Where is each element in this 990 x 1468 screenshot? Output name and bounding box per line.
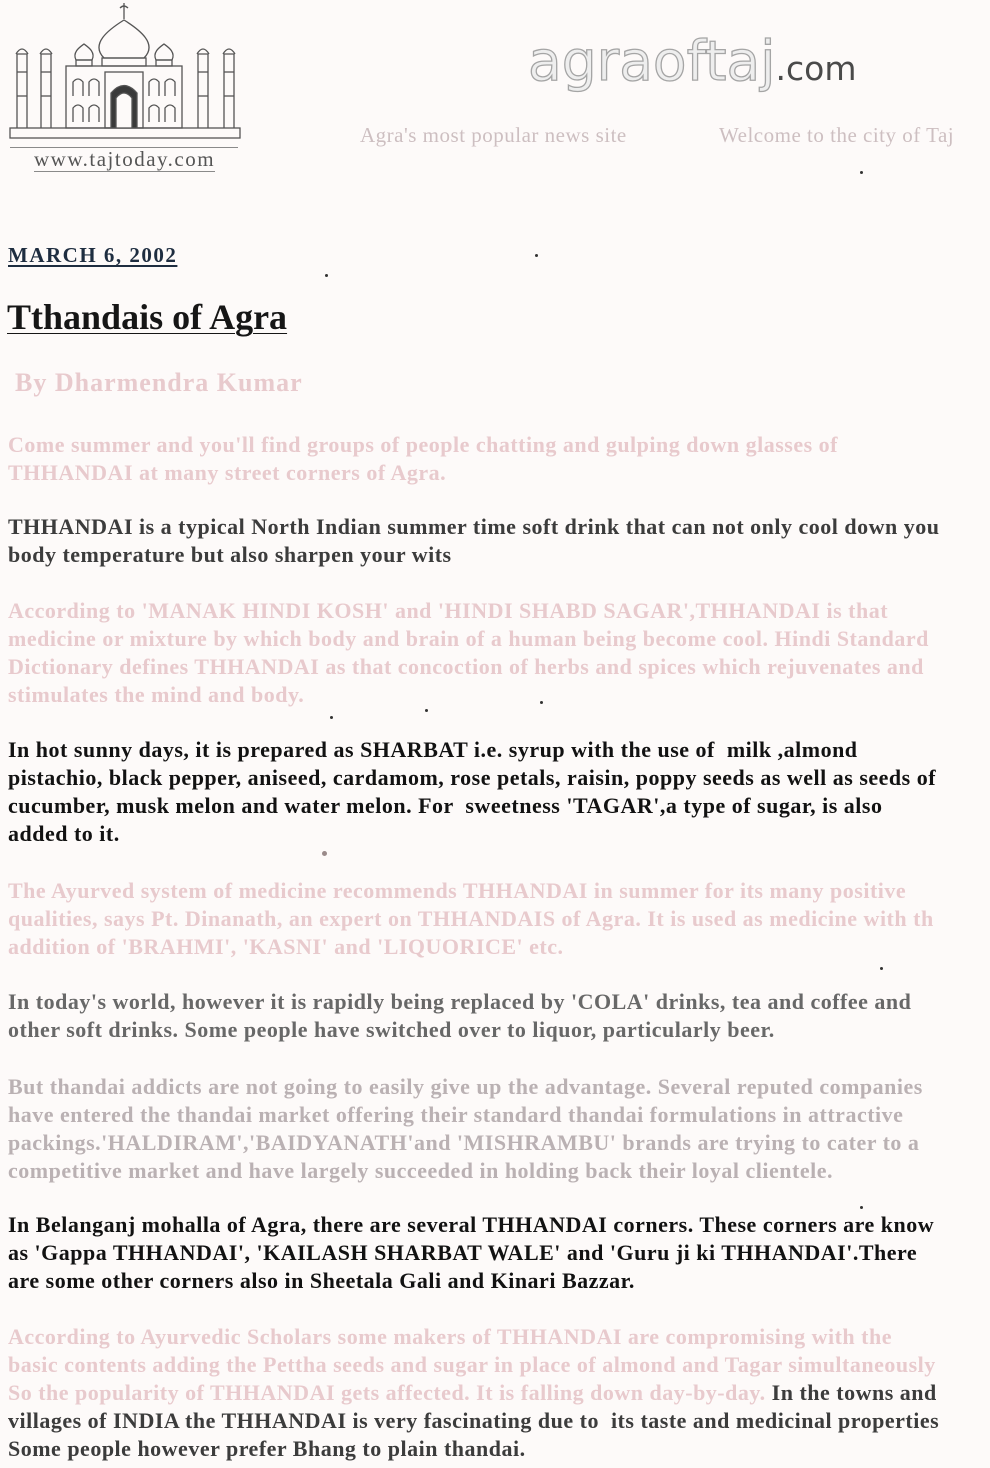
article-paragraph — [8, 597, 929, 709]
article-line: Dictionary defines THHANDAI as that concoction of herbs and spices which rejuvenates and — [8, 654, 924, 679]
scan-speck — [330, 716, 333, 719]
article-paragraph — [8, 1073, 923, 1185]
brand-logo — [528, 31, 857, 106]
article-line: Come summer and you'll find groups of people chatting and gulping down glasses of — [8, 432, 838, 457]
article-line: pistachio, black pepper, aniseed, cardamom, rose petals, raisin, poppy seeds as well as seeds of — [8, 765, 937, 790]
article-line: have entered the thandai market offering their standard thandai formulations in attractive — [8, 1102, 904, 1127]
article-line: But thandai addicts are not going to easily give up the advantage. Several reputed companies — [8, 1074, 923, 1099]
site-url-text: www.tajtoday.com — [34, 147, 216, 171]
article-line: villages of INDIA the THHANDAI is very fascinating due to its taste and medicinal properties — [8, 1408, 940, 1433]
scan-speck — [880, 967, 883, 970]
article-line: In Belanganj mohalla of Agra, there are several THHANDAI corners. These corners are know — [8, 1212, 935, 1237]
article-title: Tthandais of Agra — [7, 297, 288, 337]
scan-speck — [535, 254, 538, 257]
scan-speck — [860, 171, 863, 174]
article-paragraph — [8, 988, 911, 1044]
site-tagline: Agra's most popular news site — [360, 123, 627, 147]
article-date: MARCH 6, 2002 — [8, 243, 178, 267]
article-paragraph — [8, 877, 934, 961]
article-line: added to it. — [8, 821, 120, 846]
article-line: qualities, says Pt. Dinanath, an expert on THHANDAIS of Agra. It is used as medicine with th — [8, 906, 934, 931]
welcome-text: Welcome to the city of Taj — [719, 123, 955, 147]
article-line: According to 'MANAK HINDI KOSH' and 'HINDI SHABD SAGAR',THHANDAI is that — [8, 598, 889, 623]
article-paragraph — [8, 431, 838, 487]
taj-mahal-icon — [4, 0, 244, 150]
article-line: are some other corners also in Sheetala Gali and Kinari Bazzar. — [8, 1268, 635, 1293]
article-line: medicine or mixture by which body and brain of a human being become cool. Hindi Standard — [8, 626, 929, 651]
article-line-segment: So the popularity of THHANDAI gets affected. It is falling down day-by-day. — [8, 1380, 766, 1405]
article-line: stimulates the mind and body. — [8, 682, 305, 707]
article-byline: By Dharmendra Kumar — [15, 368, 303, 397]
brand-tld: .com — [775, 49, 857, 88]
article-line: In hot sunny days, it is prepared as SHARBAT i.e. syrup with the use of milk ,almond — [8, 737, 858, 762]
article-paragraph — [8, 1323, 939, 1463]
article-paragraph — [8, 1211, 934, 1295]
article-line: According to Ayurvedic Scholars some makers of THHANDAI are compromising with the — [8, 1324, 892, 1349]
scan-speck — [322, 851, 327, 856]
scan-speck — [860, 1206, 863, 1209]
article-paragraph — [8, 513, 940, 569]
article-paragraph — [8, 736, 936, 848]
article-line: other soft drinks. Some people have switched over to liquor, particularly beer. — [8, 1017, 775, 1042]
article-line: THHANDAI is a typical North Indian summer time soft drink that can not only cool down you — [8, 514, 940, 539]
article-line: In today's world, however it is rapidly being replaced by 'COLA' drinks, tea and coffee and — [8, 989, 912, 1014]
article-line: The Ayurved system of medicine recommends THHANDAI in summer for its many positive — [8, 878, 907, 903]
article-line: addition of 'BRAHMI', 'KASNI' and 'LIQUORICE' etc. — [8, 934, 564, 959]
article-line: cucumber, musk melon and water melon. For sweetness 'TAGAR',a type of sugar, is also — [8, 793, 883, 818]
brand-name: agraoftaj — [528, 29, 776, 93]
article-line: packings.'HALDIRAM','BAIDYANATH'and 'MISHRAMBU' brands are trying to cater to a — [8, 1130, 920, 1155]
article-line: body temperature but also sharpen your wits — [8, 542, 452, 567]
article-line-segment: In the towns and — [765, 1380, 937, 1405]
scan-speck — [425, 709, 428, 712]
scan-speck — [325, 274, 328, 277]
article-line: THHANDAI at many street corners of Agra. — [8, 460, 447, 485]
article-line — [8, 1379, 937, 1407]
article-line: basic contents adding the Pettha seeds and sugar in place of almond and Tagar simultaneously — [8, 1352, 936, 1377]
article-line: Some people however prefer Bhang to plain thandai. — [8, 1436, 526, 1461]
article-line: competitive market and have largely succeeded in holding back their loyal clientele. — [8, 1158, 833, 1183]
scan-speck — [540, 701, 543, 704]
article-line: as 'Gappa THHANDAI', 'KAILASH SHARBAT WALE' and 'Guru ji ki THHANDAI'.There — [8, 1240, 918, 1265]
